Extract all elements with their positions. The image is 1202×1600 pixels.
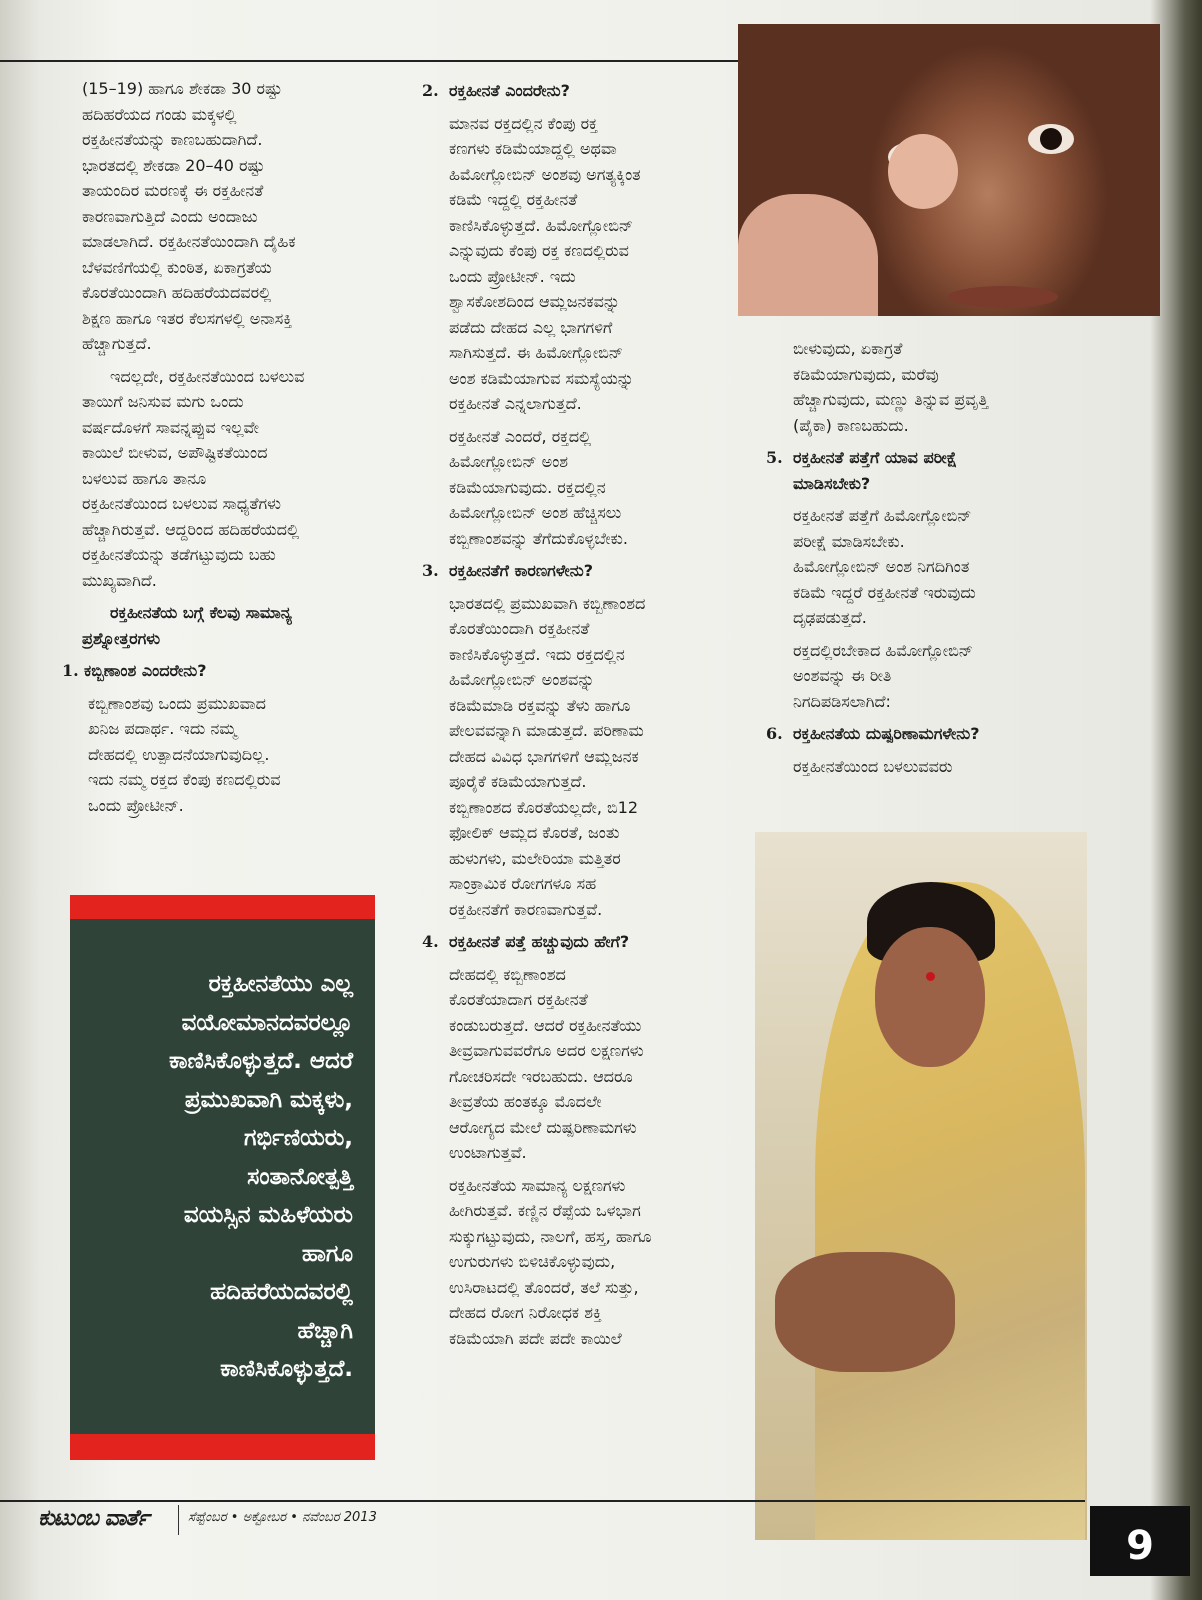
text-line: ಮುಖ್ಯವಾಗಿದೆ. — [82, 570, 157, 590]
question-heading — [766, 721, 1076, 747]
paragraph — [62, 600, 392, 651]
question-text — [449, 558, 593, 584]
text-line: (15–19) ಹಾಗೂ ಶೇಕಡಾ 30 ರಷ್ಟು — [82, 79, 283, 98]
text-line: ರಕ್ತಹೀನತೆ ಪತ್ತೆಗೆ ಹಿಮೋಗ್ಲೋಬಿನ್ — [793, 506, 972, 525]
question-text — [449, 929, 629, 955]
text-line: ಪರೀಕ್ಷೆ ಮಾಡಿಸಬೇಕು. — [793, 531, 905, 551]
child-face-photo — [738, 24, 1160, 316]
text-line: ಸುಕ್ಕುಗಟ್ಟುವುದು, ನಾಲಗೆ, ಹಸ್ತ, ಹಾಗೂ — [449, 1226, 652, 1246]
question-heading — [422, 929, 742, 955]
text-column-3 — [766, 336, 1076, 786]
text-line: ಕಬ್ಬಿಣಾಂಶವು ಒಂದು ಪ್ರಮುಖವಾದ — [88, 693, 266, 713]
text-line: ತಾಯಂದಿರ ಮರಣಕ್ಕೆ ಈ ರಕ್ತಹೀನತೆ — [82, 181, 264, 200]
pull-quote-line: ಹೆಚ್ಚಾಗಿ — [297, 1317, 353, 1344]
text-line: ಉಸಿರಾಟದಲ್ಲಿ ತೊಂದರೆ, ತಲೆ ಸುತ್ತು, — [449, 1277, 639, 1297]
text-line: ರಕ್ತಹೀನತೆಗೆ ಕಾರಣಗಳೇನು? — [449, 561, 594, 580]
question-number: 2. — [422, 81, 439, 100]
question-number: 3. — [422, 561, 439, 580]
text-line: ಹೀಗಿರುತ್ತವೆ. ಕಣ್ಣಿನ ರೆಪ್ಪೆಯ ಒಳಭಾಗ — [449, 1201, 641, 1220]
text-line: ಕಡಿಮೆ ಇದ್ದರೆ ರಕ್ತಹೀನತೆ ಇರುವುದು — [793, 582, 976, 602]
callout-top-band — [70, 895, 375, 919]
question-number: 4. — [422, 932, 439, 951]
footer-rule — [0, 1500, 1085, 1502]
text-line: ಬೆಳವಣಿಗೆಯಲ್ಲಿ ಕುಂಠಿತ, ಏಕಾಗ್ರತೆಯ — [82, 257, 272, 277]
text-line: ಹೆಚ್ಚಾಗಿರುತ್ತವೆ. ಆದ್ದರಿಂದ ಹದಿಹರೆಯದಲ್ಲಿ — [82, 519, 300, 539]
text-line: ಮಾಡಲಾಗಿದೆ. ರಕ್ತಹೀನತೆಯಿಂದಾಗಿ ದೈಹಿಕ — [82, 232, 296, 251]
text-line: ತೀವ್ರವಾಗುವವರೆಗೂ ಅದರ ಲಕ್ಷಣಗಳು — [449, 1041, 644, 1060]
text-line: ದೇಹದ ವಿವಿಧ ಭಾಗಗಳಿಗೆ ಆಮ್ಲಜನಕ — [449, 746, 639, 766]
text-line: ಶ್ವಾಸಕೋಶದಿಂದ ಆಮ್ಲಜನಕವನ್ನು — [449, 292, 620, 311]
text-line: ಹೆಚ್ಚಾಗುವುದು, ಮಣ್ಣು ತಿನ್ನುವ ಪ್ರವೃತ್ತಿ — [793, 390, 989, 409]
page-number: 9 — [1090, 1506, 1190, 1576]
text-line: ಹಿಮೋಗ್ಲೋಬಿನ್ ಅಂಶ — [449, 452, 569, 471]
text-line: ದೇಹದಲ್ಲಿ ಕಬ್ಬಿಣಾಂಶದ — [449, 964, 566, 984]
text-line: ಪಡೆದು ದೇಹದ ಎಲ್ಲ ಭಾಗಗಳಿಗೆ — [449, 317, 613, 337]
text-line: ಕಡಿಮೆ ಇದ್ದಲ್ಲಿ ರಕ್ತಹೀನತೆ — [449, 190, 578, 209]
text-line: ಕಾಣಿಸಿಕೊಳ್ಳುತ್ತದೆ. ಹಿಮೋಗ್ಲೋಬಿನ್ — [449, 215, 634, 235]
callout-bottom-band — [70, 1434, 375, 1460]
text-line: ನಿಗದಿಪಡಿಸಲಾಗಿದೆ: — [793, 691, 891, 711]
text-line: ಮಾಡಿಸಬೇಕು? — [793, 473, 871, 493]
text-line: ಕಾಣಿಸಿಕೊಳ್ಳುತ್ತದೆ. ಇದು ರಕ್ತದಲ್ಲಿನ — [449, 644, 625, 664]
pull-quote-line: ಸಂತಾನೋತ್ಪತ್ತಿ — [247, 1163, 353, 1190]
text-line: ರಕ್ತಹೀನತೆಯ ದುಷ್ಪರಿಣಾಮಗಳೇನು? — [793, 724, 980, 743]
pull-quote-line: ವಯಸ್ಸಿನ ಮಹಿಳೆಯರು — [183, 1202, 353, 1228]
text-line: ಕಡಿಮೆಯಾಗಿ ಪದೇ ಪದೇ ಕಾಯಿಲೆ — [449, 1328, 622, 1348]
text-line: ಎನ್ನುವುದು ಕೆಂಪು ರಕ್ತ ಕಣದಲ್ಲಿರುವ — [449, 241, 629, 260]
text-line: ಒಂದು ಪ್ರೋಟೀನ್. — [88, 795, 184, 815]
text-line: ಕೊರತೆಯಿಂದಾಗಿ ರಕ್ತಹೀನತೆ — [449, 619, 590, 638]
question-number: 1. — [62, 661, 79, 680]
question-text — [449, 78, 570, 104]
text-line: ರಕ್ತಹೀನತೆಯನ್ನು ಕಾಣಬಹುದಾಗಿದೆ. — [82, 130, 263, 149]
text-line: ಉಗುರುಗಳು ಬಿಳಿಚಿಕೊಳ್ಳುವುದು, — [449, 1252, 616, 1271]
text-line: ರಕ್ತಹೀನತೆಯ ಬಗ್ಗೆ ಕೆಲವು ಸಾಮಾನ್ಯ — [110, 603, 292, 622]
text-line: ಕಡಿಮೆಮಾಡಿ ರಕ್ತವನ್ನು ತೆಳು ಹಾಗೂ — [449, 695, 631, 715]
question-heading — [422, 78, 742, 104]
text-line: ರಕ್ತಹೀನತೆ ಪತ್ತೆ ಹಚ್ಚುವುದು ಹೇಗೆ? — [449, 932, 630, 951]
text-line: ರಕ್ತಹೀನತೆಯಿಂದ ಬಳಲುವವರು — [793, 756, 953, 776]
text-column-2 — [422, 78, 742, 1358]
text-line: ರಕ್ತಹೀನತೆಯಿಂದ ಬಳಲುವ ಸಾಧ್ಯತೆಗಳು — [82, 494, 281, 513]
paragraph — [766, 638, 1076, 715]
paragraph — [62, 364, 392, 594]
text-line: ಹಿಮೋಗ್ಲೋಬಿನ್ ಅಂಶವನ್ನು — [449, 670, 595, 689]
text-line: ಅಂಶವನ್ನು ಈ ರೀತಿ — [793, 666, 892, 685]
pull-quote-line: ಹದಿಹರೆಯದವರಲ್ಲಿ — [210, 1279, 353, 1305]
text-line: ಇದಲ್ಲದೇ, ರಕ್ತಹೀನತೆಯಿಂದ ಬಳಲುವ — [110, 366, 305, 386]
text-line: ಕಡಿಮೆಯಾಗುವುದು, ಮರೆವು — [793, 364, 939, 384]
text-line: ಅಂಶ ಕಡಿಮೆಯಾಗುವ ಸಮಸ್ಯೆಯನ್ನು — [449, 368, 634, 388]
text-line: ಕಬ್ಬಿಣಾಂಶ ಎಂದರೇನು? — [84, 661, 207, 680]
pull-quote-text — [169, 965, 353, 1389]
text-line: ವರ್ಷದೊಳಗೆ ಸಾವನ್ನಪ್ಪುವ ಇಲ್ಲವೇ — [82, 417, 259, 437]
question-text — [793, 721, 980, 747]
pull-quote-line: ಗರ್ಭಿಣಿಯರು, — [244, 1125, 353, 1151]
woman-in-sari-photo — [755, 832, 1087, 1540]
text-line: ಹೆಚ್ಚಾಗುತ್ತದೆ. — [82, 334, 152, 353]
text-line: ಹಿಮೋಗ್ಲೋಬಿನ್ ಅಂಶ ಹೆಚ್ಚಿಸಲು — [449, 503, 622, 522]
paragraph — [422, 1173, 742, 1352]
text-line: ತಾಯಿಗೆ ಜನಿಸುವ ಮಗು ಒಂದು — [82, 392, 244, 411]
question-number: 5. — [766, 448, 783, 467]
question-heading — [766, 445, 1076, 496]
text-line: ಸಾಂಕ್ರಾಮಿಕ ರೋಗಗಳೂ ಸಹ — [449, 874, 597, 893]
header-rule — [0, 60, 742, 62]
pull-quote-box — [70, 895, 375, 1460]
paragraph — [422, 591, 742, 923]
text-line: ಕಬ್ಬಿಣಾಂಶದ ಕೊರತೆಯಲ್ಲದೇ, ಬಿ12 — [449, 797, 639, 817]
text-line: ರಕ್ತಹೀನತೆ ಎಂದರೇನು? — [449, 81, 570, 100]
text-line: ರಕ್ತಹೀನತೆಯನ್ನು ತಡೆಗಟ್ಟುವುದು ಬಹು — [82, 545, 276, 564]
text-line: ಹದಿಹರೆಯದ ಗಂಡು ಮಕ್ಕಳಲ್ಲಿ — [82, 104, 237, 124]
text-line: ಶಿಕ್ಷಣ ಹಾಗೂ ಇತರ ಕೆಲಸಗಳಲ್ಲಿ ಅನಾಸಕ್ತಿ — [82, 308, 293, 328]
pull-quote-line: ವಯೋಮಾನದವರಲ್ಲೂ — [181, 1009, 353, 1036]
paragraph — [766, 336, 1076, 438]
footer-separator — [178, 1505, 179, 1535]
text-line: ಖನಿಜ ಪದಾರ್ಥ. ಇದು ನಮ್ಮ — [88, 719, 237, 738]
text-line: ರಕ್ತದಲ್ಲಿರಬೇಕಾದ ಹಿಮೋಗ್ಲೋಬಿನ್ — [793, 640, 973, 660]
text-line: ಹುಳುಗಳು, ಮಲೇರಿಯಾ ಮತ್ತಿತರ — [449, 848, 621, 868]
text-line: ರಕ್ತಹೀನತೆ ಎನ್ನಲಾಗುತ್ತದೆ. — [449, 394, 582, 413]
paragraph — [766, 503, 1076, 631]
paragraph — [422, 424, 742, 552]
text-line: ಫೋಲಿಕ್ ಆಮ್ಲದ ಕೊರತೆ, ಜಂತು — [449, 823, 620, 842]
text-line: (ಪೈಕಾ) ಕಾಣಬಹುದು. — [793, 415, 909, 435]
text-line: ಪೂರೈಕೆ ಕಡಿಮೆಯಾಗುತ್ತದೆ. — [449, 772, 587, 791]
question-text — [84, 658, 207, 684]
text-line: ಇದು ನಮ್ಮ ರಕ್ತದ ಕೆಂಪು ಕಣದಲ್ಲಿರುವ — [88, 770, 281, 789]
text-line: ಉಂಟಾಗುತ್ತವೆ. — [449, 1143, 527, 1162]
paragraph — [62, 691, 392, 819]
text-line: ಕಡಿಮೆಯಾಗುವುದು. ರಕ್ತದಲ್ಲಿನ — [449, 477, 606, 497]
text-column-1 — [62, 76, 392, 825]
question-number: 6. — [766, 724, 783, 743]
text-line: ರಕ್ತಹೀನತೆಗೆ ಕಾರಣವಾಗುತ್ತವೆ. — [449, 899, 603, 919]
text-line: ಬಳಲುವ ಹಾಗೂ ತಾನೂ — [82, 468, 207, 488]
pull-quote-line: ಕಾಣಿಸಿಕೊಳ್ಳುತ್ತದೆ. ಆದರೆ — [169, 1048, 353, 1074]
question-heading — [62, 658, 392, 684]
text-line: ಕೊರತೆಯಿಂದಾಗಿ ಹದಿಹರೆಯದವರಲ್ಲಿ — [82, 283, 272, 302]
magazine-logo: ಕುಟುಂಬ ವಾರ್ತೆ — [38, 1506, 149, 1531]
pull-quote-line: ಕಾಣಿಸಿಕೊಳ್ಳುತ್ತದೆ. — [220, 1356, 353, 1382]
text-line: ಭಾರತದಲ್ಲಿ ಶೇಕಡಾ 20–40 ರಷ್ಟು — [82, 155, 265, 175]
text-line: ಕಾರಣವಾಗುತ್ತಿದೆ ಎಂದು ಅಂದಾಜು — [82, 206, 258, 226]
text-line: ದೇಹದಲ್ಲಿ ಉತ್ಪಾದನೆಯಾಗುವುದಿಲ್ಲ. — [88, 744, 270, 764]
text-line: ದೃಢಪಡುತ್ತದೆ. — [793, 608, 867, 627]
text-line: ಮಾನವ ರಕ್ತದಲ್ಲಿನ ಕೆಂಪು ರಕ್ತ — [449, 113, 598, 133]
text-line: ಪೇಲವವನ್ನಾಗಿ ಮಾಡುತ್ತದೆ. ಪರಿಣಾಮ — [449, 721, 644, 740]
text-line: ಕಂಡುಬರುತ್ತದೆ. ಆದರೆ ರಕ್ತಹೀನತೆಯು — [449, 1015, 642, 1035]
text-line: ರಕ್ತಹೀನತೆಯ ಸಾಮಾನ್ಯ ಲಕ್ಷಣಗಳು — [449, 1175, 626, 1195]
text-line: ರಕ್ತಹೀನತೆ ಪತ್ತೆಗೆ ಯಾವ ಪರೀಕ್ಷೆ — [793, 448, 958, 467]
text-line: ಕೊರತೆಯಾದಾಗ ರಕ್ತಹೀನತೆ — [449, 990, 588, 1009]
issue-date: ಸೆಪ್ಟೆಂಬರ • ಅಕ್ಟೋಬರ • ನವೆಂಬರ 2013 — [188, 1510, 377, 1525]
text-line: ಕಬ್ಬಿಣಾಂಶವನ್ನು ತೆಗೆದುಕೊಳ್ಳಬೇಕು. — [449, 528, 628, 548]
text-line: ದೇಹದ ರೋಗ ನಿರೋಧಕ ಶಕ್ತಿ — [449, 1303, 602, 1322]
text-line: ಬೀಳುವುದು, ಏಕಾಗ್ರತೆ — [793, 339, 903, 358]
pull-quote-line: ರಕ್ತಹೀನತೆಯು ಎಲ್ಲ — [208, 971, 353, 997]
text-line: ತೀವ್ರತೆಯ ಹಂತಕ್ಕೂ ಮೊದಲೇ — [449, 1092, 602, 1111]
paragraph — [766, 754, 1076, 780]
pull-quote-line: ಪ್ರಮುಖವಾಗಿ ಮಕ್ಕಳು, — [184, 1086, 353, 1113]
text-line: ರಕ್ತಹೀನತೆ ಎಂದರೆ, ರಕ್ತದಲ್ಲಿ — [449, 426, 592, 446]
text-line: ಒಂದು ಪ್ರೋಟೀನ್. ಇದು — [449, 266, 576, 286]
pull-quote-line: ಹಾಗೂ — [301, 1240, 353, 1267]
text-line: ಗೋಚರಿಸದೇ ಇರಬಹುದು. ಆದರೂ — [449, 1066, 633, 1086]
text-line: ಆರೋಗ್ಯದ ಮೇಲೆ ದುಷ್ಪರಿಣಾಮಗಳು — [449, 1117, 637, 1137]
paragraph — [422, 111, 742, 417]
text-line: ಹಿಮೋಗ್ಲೋಬಿನ್ ಅಂಶವು ಅಗತ್ಯಕ್ಕಿಂತ — [449, 164, 641, 184]
text-line: ಹಿಮೋಗ್ಲೋಬಿನ್ ಅಂಶ ನಿಗದಿಗಿಂತ — [793, 557, 970, 576]
paragraph — [422, 962, 742, 1166]
text-line: ಕಾಯಿಲೆ ಬೀಳುವ, ಅಪೌಷ್ಟಿಕತೆಯಿಂದ — [82, 443, 268, 462]
question-heading — [422, 558, 742, 584]
question-text — [793, 445, 957, 496]
paragraph — [62, 76, 392, 357]
text-line: ಪ್ರಶ್ನೋತ್ತರಗಳು — [82, 628, 161, 648]
text-line: ಕಣಗಳು ಕಡಿಮೆಯಾದ್ದಲ್ಲಿ ಅಥವಾ — [449, 139, 617, 158]
text-line: ಭಾರತದಲ್ಲಿ ಪ್ರಮುಖವಾಗಿ ಕಬ್ಬಿಣಾಂಶದ — [449, 593, 646, 613]
text-line: ಸಾಗಿಸುತ್ತದೆ. ಈ ಹಿಮೋಗ್ಲೋಬಿನ್ — [449, 343, 624, 362]
